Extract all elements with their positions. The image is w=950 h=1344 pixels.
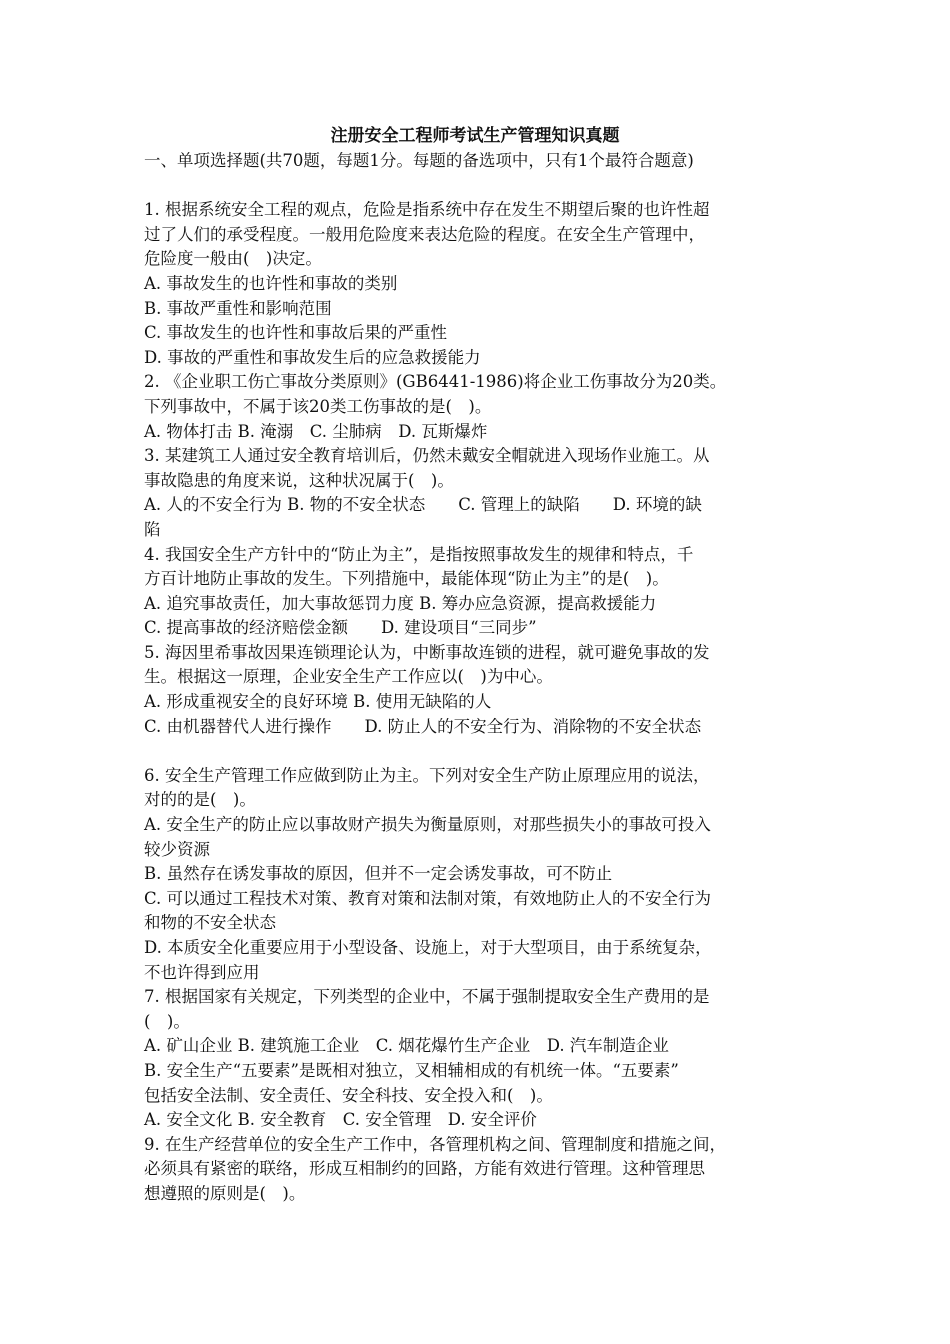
text-line: 2. 《企业职工伤亡事故分类原则》(GB6441-1986)将企业工伤事故分为20类。 <box>144 372 727 392</box>
text-line: A. 追究事故责任，加大事故惩罚力度 B. 筹办应急资源，提高救援能力 <box>144 593 657 613</box>
text-line: 对的的是( )。 <box>144 790 256 810</box>
text-line: 7. 根据国家有关规定，下列类型的企业中，不属于强制提取安全生产费用的是 <box>144 987 710 1007</box>
text-line: A. 矿山企业 B. 建筑施工企业 C. 烟花爆竹生产企业 D. 汽车制造企业 <box>144 1036 669 1056</box>
document-body <box>144 149 810 1207</box>
blank-line <box>144 739 810 764</box>
text-line: A. 事故发生的也许性和事故的类别 <box>144 273 398 293</box>
text-line: 想遵照的原则是( )。 <box>144 1183 306 1203</box>
text-line: 陷 <box>144 519 161 539</box>
text-line: 3. 某建筑工人通过安全教育培训后，仍然未戴安全帽就进入现场作业施工。从 <box>144 446 710 466</box>
text-line: D. 事故的严重性和事故发生后的应急救援能力 <box>144 347 481 367</box>
text-line: 事故隐患的角度来说，这种状况属于( )。 <box>144 470 454 490</box>
text-line: 较少资源 <box>144 839 210 859</box>
text-line: 6. 安全生产管理工作应做到防止为主。下列对安全生产防止原理应用的说法， <box>144 765 710 785</box>
text-line: 4. 我国安全生产方针中的“防止为主”，是指按照事故发生的规律和特点，千 <box>144 544 694 564</box>
blank-line <box>144 174 810 199</box>
text-line: D. 本质安全化重要应用于小型设备、设施上，对于大型项目，由于系统复杂， <box>144 938 712 957</box>
text-line: A. 人的不安全行为 B. 物的不安全状态 C. 管理上的缺陷 D. 环境的缺 <box>144 495 702 515</box>
text-line: 危险度一般由( )决定。 <box>144 249 322 269</box>
text-line: 5. 海因里希事故因果连锁理论认为，中断事故连锁的进程，就可避免事故的发 <box>144 642 710 662</box>
text-line: 生。根据这一原理，企业安全生产工作应以( )为中心。 <box>144 667 553 687</box>
text-line: C. 由机器替代人进行操作 D. 防止人的不安全行为、消除物的不安全状态 <box>144 716 702 736</box>
text-line: 和物的不安全状态 <box>144 913 276 933</box>
text-line: A. 形成重视安全的良好环境 B. 使用无缺陷的人 <box>144 692 492 712</box>
text-line: 下列事故中，不属于该20类工伤事故的是( )。 <box>144 396 492 416</box>
text-line: A. 物体打击 B. 淹溺 C. 尘肺病 D. 瓦斯爆炸 <box>144 421 488 441</box>
text-line: 9. 在生产经营单位的安全生产工作中，各管理机构之间、管理制度和措施之间， <box>144 1134 726 1154</box>
text-line: A. 安全文化 B. 安全教育 C. 安全管理 D. 安全评价 <box>144 1110 537 1130</box>
text-line: 一、单项选择题(共70题，每题1分。每题的备选项中，只有1个最符合题意) <box>144 151 694 170</box>
document-title: 注册安全工程师考试生产管理知识真题 <box>330 126 620 146</box>
text-line: B. 虽然存在诱发事故的原因，但并不一定会诱发事故，可不防止 <box>144 864 613 884</box>
text-line: C. 可以通过工程技术对策、教育对策和法制对策，有效地防止人的不安全行为 <box>144 888 712 908</box>
text-line: C. 提高事故的经济赔偿金额 D. 建设项目“三同步” <box>144 618 537 638</box>
text-line: 方百计地防止事故的发生。下列措施中，最能体现“防止为主”的是( )。 <box>144 569 669 589</box>
text-line: 过了人们的承受程度。一般用危险度来表达危险的程度。在安全生产管理中， <box>144 224 705 244</box>
text-line: ( )。 <box>144 1011 190 1031</box>
text-line: 包括安全法制、安全责任、安全科技、安全投入和( )。 <box>144 1085 553 1105</box>
text-line: 必须具有紧密的联络，形成互相制约的回路，方能有效进行管理。这种管理思 <box>144 1159 705 1179</box>
text-line: B. 安全生产“五要素”是既相对独立，叉相辅相成的有机统一体。“五要素” <box>144 1060 679 1080</box>
text-line: 不也许得到应用 <box>144 962 260 982</box>
text-line: A. 安全生产的防止应以事故财产损失为衡量原则，对那些损失小的事故可投入 <box>144 815 711 835</box>
text-line: B. 事故严重性和影响范围 <box>144 298 332 318</box>
text-line: 1. 根据系统安全工程的观点，危险是指系统中存在发生不期望后聚的也许性超 <box>144 200 710 220</box>
text-line: C. 事故发生的也许性和事故后果的严重性 <box>144 323 448 343</box>
